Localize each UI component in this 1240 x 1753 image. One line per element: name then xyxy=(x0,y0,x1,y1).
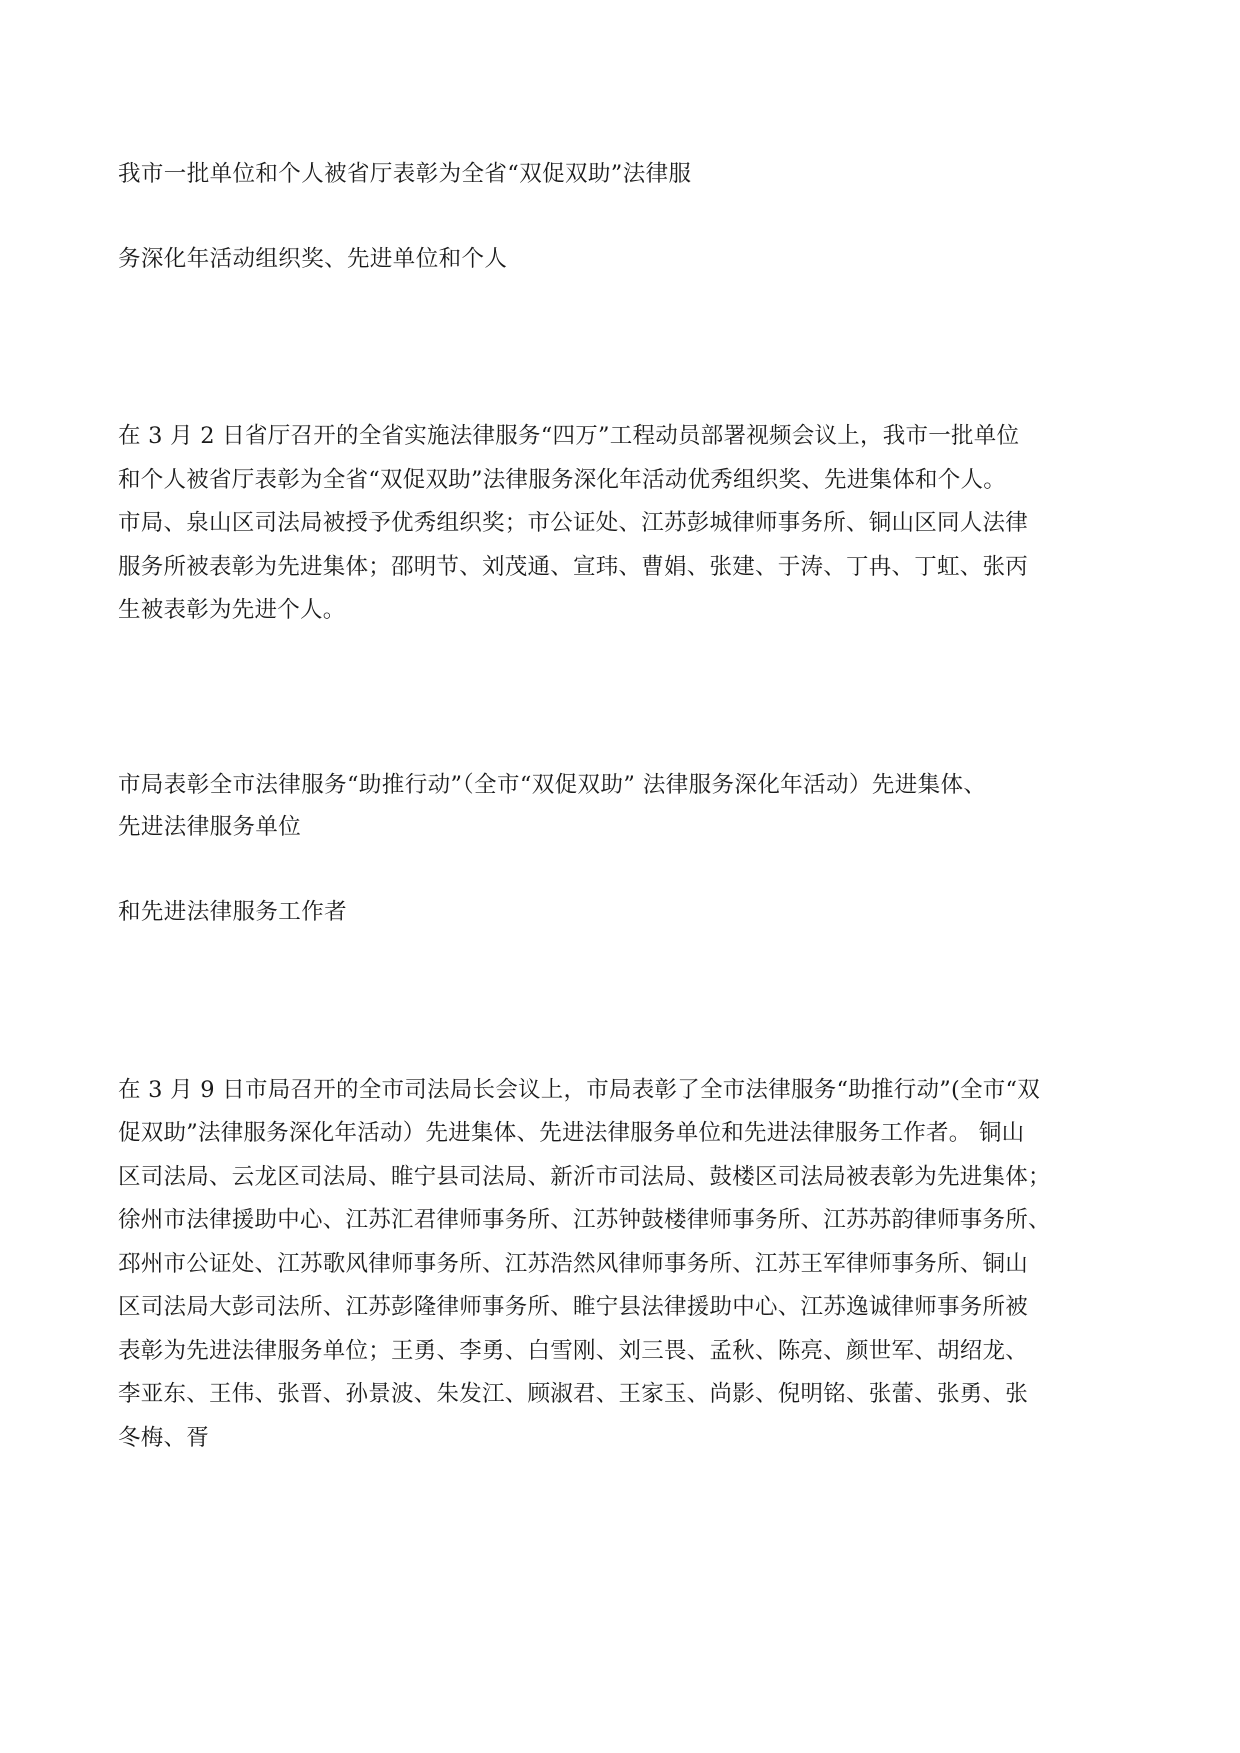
article2-title-line-3: 和先进法律服务工作者 xyxy=(118,899,348,925)
article2-body-line-7: 表彰为先进法律服务单位；王勇、李勇、白雪刚、刘三畏、孟秋、陈亮、颜世军、胡绍龙、 xyxy=(118,1338,1029,1364)
article1-body-line-3: 市局、泉山区司法局被授予优秀组织奖；市公证处、江苏彭城律师事务所、铜山区同人法律 xyxy=(118,510,1029,536)
article1-body-line-5: 生被表彰为先进个人。 xyxy=(118,597,346,623)
article2-body-line-5: 邳州市公证处、江苏歌风律师事务所、江苏浩然风律师事务所、江苏王军律师事务所、铜山 xyxy=(118,1251,1029,1277)
article2-body-line-6: 区司法局大彭司法所、江苏彭隆律师事务所、睢宁县法律援助中心、江苏逸诚律师事务所被 xyxy=(118,1294,1029,1320)
article1-title-line-1: 我市一批单位和个人被省厅表彰为全省“双促双助”法律服 xyxy=(118,161,692,187)
article1-body-line-1: 在 3 月 2 日省厅召开的全省实施法律服务“四万”工程动员部署视频会议上，我市一批单位 xyxy=(118,423,1020,449)
article2-title-line-1: 市局表彰全市法律服务“助推行动”（全市“双促双助” 法律服务深化年活动）先进集体、 xyxy=(118,772,987,798)
article2-body-line-1: 在 3 月 9 日市局召开的全市司法局长会议上，市局表彰了全市法律服务“助推行动”(全市“双 xyxy=(118,1077,1041,1103)
article2-title-line-2: 先进法律服务单位 xyxy=(118,814,302,840)
article2-body-line-8: 李亚东、王伟、张晋、孙景波、朱发江、顾淑君、王家玉、尚影、倪明铭、张蕾、张勇、张 xyxy=(118,1381,1029,1407)
article2-body-line-4: 徐州市法律援助中心、江苏汇君律师事务所、江苏钟鼓楼律师事务所、江苏苏韵律师事务所、 xyxy=(118,1207,1051,1233)
article1-body-line-2: 和个人被省厅表彰为全省“双促双助”法律服务深化年活动优秀组织奖、先进集体和个人。 xyxy=(118,467,1007,493)
article2-body-line-3: 区司法局、云龙区司法局、睢宁县司法局、新沂市司法局、鼓楼区司法局被表彰为先进集体； xyxy=(118,1164,1051,1190)
article2-body-line-2: 促双助”法律服务深化年活动）先进集体、先进法律服务单位和先进法律服务工作者。 铜山 xyxy=(118,1120,1025,1146)
article1-body-line-4: 服务所被表彰为先进集体；邵明节、刘茂通、宣玮、曹娟、张建、于涛、丁冉、丁虹、张丙 xyxy=(118,554,1029,580)
article2-body-line-9: 冬梅、胥 xyxy=(118,1425,210,1451)
article1-title-line-2: 务深化年活动组织奖、先进单位和个人 xyxy=(118,246,508,272)
